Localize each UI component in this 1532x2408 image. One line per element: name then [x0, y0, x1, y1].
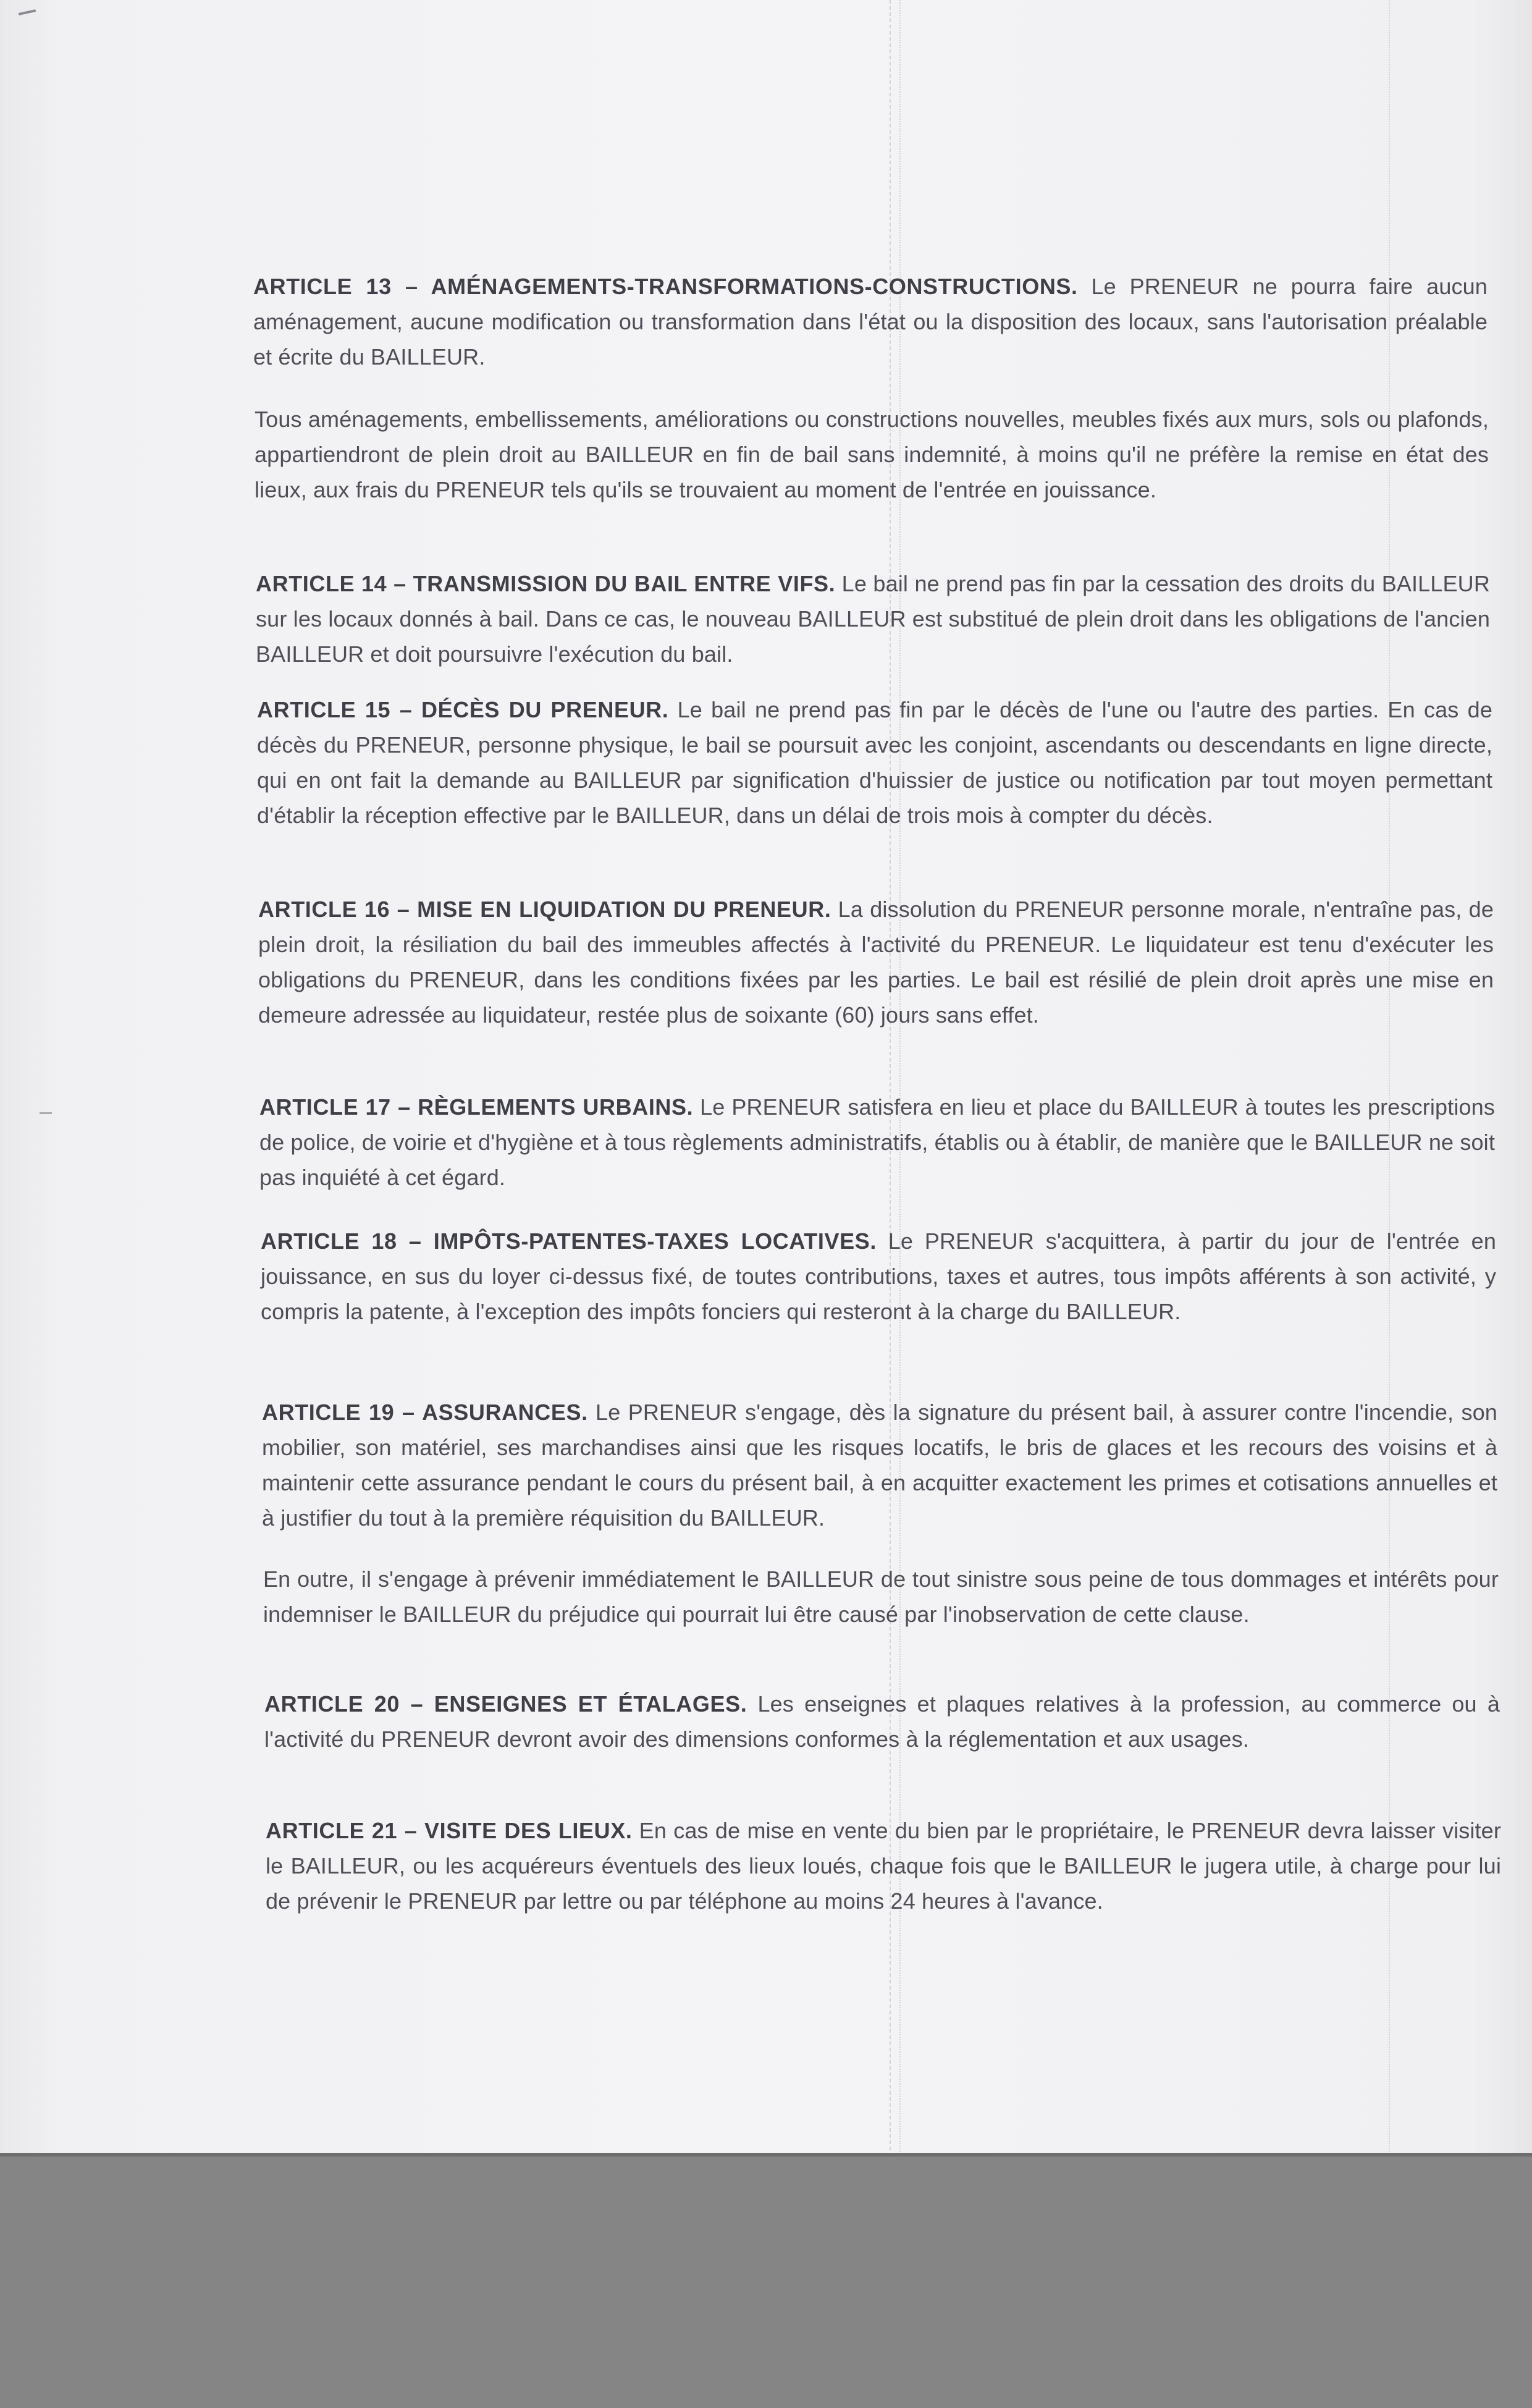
article-body: Le bail ne prend pas fin par le décès de l'une ou l'autre des parties. En cas de décès du PRENEUR, personne physique, le bail se poursuit avec les conjoint, ascendants ou descendants en ligne directe, qui en ont fait la demande au BAILLEUR par signification d'huissier de justice ou notification par tout moyen permettant d'établir la réception effective par le BAILLEUR, dans un délai de trois mois à compter du décès. — [257, 697, 1492, 828]
article-body: En cas de mise en vente du bien par le propriétaire, le PRENEUR devra laisser visiter le BAILLEUR, ou les acquéreurs éventuels des lieux loués, chaque fois que le BAILLEUR le jugera utile, à charge pour lui de prévenir le PRENEUR par lettre ou par téléphone au moins 24 heures à l'avance. — [266, 1818, 1501, 1914]
article-19 — [262, 1395, 1497, 1536]
article-heading: ARTICLE 13 – AMÉNAGEMENTS-TRANSFORMATIONS-CONSTRUCTIONS. — [253, 274, 1078, 299]
article-21 — [266, 1813, 1501, 1919]
article-13 — [253, 269, 1488, 374]
article-body: En outre, il s'engage à prévenir immédiatement le BAILLEUR de tout sinistre sous peine de tous dommages et intérêts pour indemniser le BAILLEUR du préjudice qui pourrait lui être causé par l'inobservation de cette clause. — [263, 1566, 1499, 1627]
margin-mark — [40, 1112, 52, 1114]
article-13-paragraph-2 — [255, 402, 1489, 507]
article-14 — [256, 566, 1490, 672]
article-body: Tous aménagements, embellissements, améliorations ou constructions nouvelles, meubles fixés aux murs, sols ou plafonds, appartiendront de plein droit au BAILLEUR en fin de bail sans indemnité, à moins qu'il ne préfère la remise en état des lieux, aux frais du PRENEUR tels qu'ils se trouvaient au moment de l'entrée en jouissance. — [255, 407, 1489, 502]
article-heading: ARTICLE 16 – MISE EN LIQUIDATION DU PRENEUR. — [258, 897, 831, 922]
article-20 — [264, 1686, 1500, 1757]
article-heading: ARTICLE 19 – ASSURANCES. — [262, 1400, 588, 1425]
article-body: Le bail ne prend pas fin par la cessation des droits du BAILLEUR sur les locaux donnés à bail. Dans ce cas, le nouveau BAILLEUR est substitué de plein droit dans les obligations de l'ancien BAILLEUR et doit poursuivre l'exécution du bail. — [256, 571, 1490, 667]
article-19-paragraph-2 — [263, 1561, 1499, 1632]
article-body: Le PRENEUR satisfera en lieu et place du BAILLEUR à toutes les prescriptions de police, de voirie et d'hygiène et à tous règlements administratifs, établis ou à établir, de manière que le BAILLEUR ne soit pas inquiété à cet égard. — [259, 1094, 1495, 1190]
article-heading: ARTICLE 14 – TRANSMISSION DU BAIL ENTRE VIFS. — [256, 571, 836, 596]
article-body: La dissolution du PRENEUR personne morale, n'entraîne pas, de plein droit, la résiliation du bail des immeubles affectés à l'activité du PRENEUR. Le liquidateur est tenu d'exécuter les obligations du PRENEUR, dans les conditions fixées par les parties. Le bail est résilié de plein droit après une mise en demeure adressée au liquidateur, restée plus de soixante (60) jours sans effet. — [258, 897, 1494, 1028]
scan-mark — [19, 9, 36, 15]
article-heading: ARTICLE 20 – ENSEIGNES ET ÉTALAGES. — [264, 1691, 747, 1717]
article-16 — [258, 892, 1494, 1033]
article-heading: ARTICLE 18 – IMPÔTS-PATENTES-TAXES LOCATIVES. — [261, 1228, 877, 1254]
article-heading: ARTICLE 17 – RÈGLEMENTS URBAINS. — [259, 1094, 694, 1120]
article-body: Le PRENEUR ne pourra faire aucun aménagement, aucune modification ou transformation dans l'état ou la disposition des locaux, sans l'autorisation préalable et écrite du BAILLEUR. — [253, 274, 1488, 370]
article-18 — [261, 1223, 1496, 1329]
article-heading: ARTICLE 21 – VISITE DES LIEUX. — [266, 1818, 633, 1843]
article-body: Le PRENEUR s'engage, dès la signature du présent bail, à assurer contre l'incendie, son mobilier, son matériel, ses marchandises ainsi que les risques locatifs, le bris de glaces et les recours des voisins et à maintenir cette assurance pendant le cours du présent bail, à en acquitter exactement les primes et cotisations annuelles et à justifier du tout à la première réquisition du BAILLEUR. — [262, 1400, 1497, 1531]
article-body: Le PRENEUR s'acquittera, à partir du jour de l'entrée en jouissance, en sus du loyer ci-dessus fixé, de toutes contributions, taxes et autres, tous impôts afférents à son activité, y compris la patente, à l'exception des impôts fonciers qui resteront à la charge du BAILLEUR. — [261, 1228, 1496, 1324]
article-15 — [257, 692, 1492, 833]
article-heading: ARTICLE 15 – DÉCÈS DU PRENEUR. — [257, 697, 669, 722]
article-body: Les enseignes et plaques relatives à la profession, au commerce ou à l'activité du PRENEUR devront avoir des dimensions conformes à la réglementation et aux usages. — [264, 1691, 1500, 1752]
article-17 — [259, 1089, 1495, 1195]
